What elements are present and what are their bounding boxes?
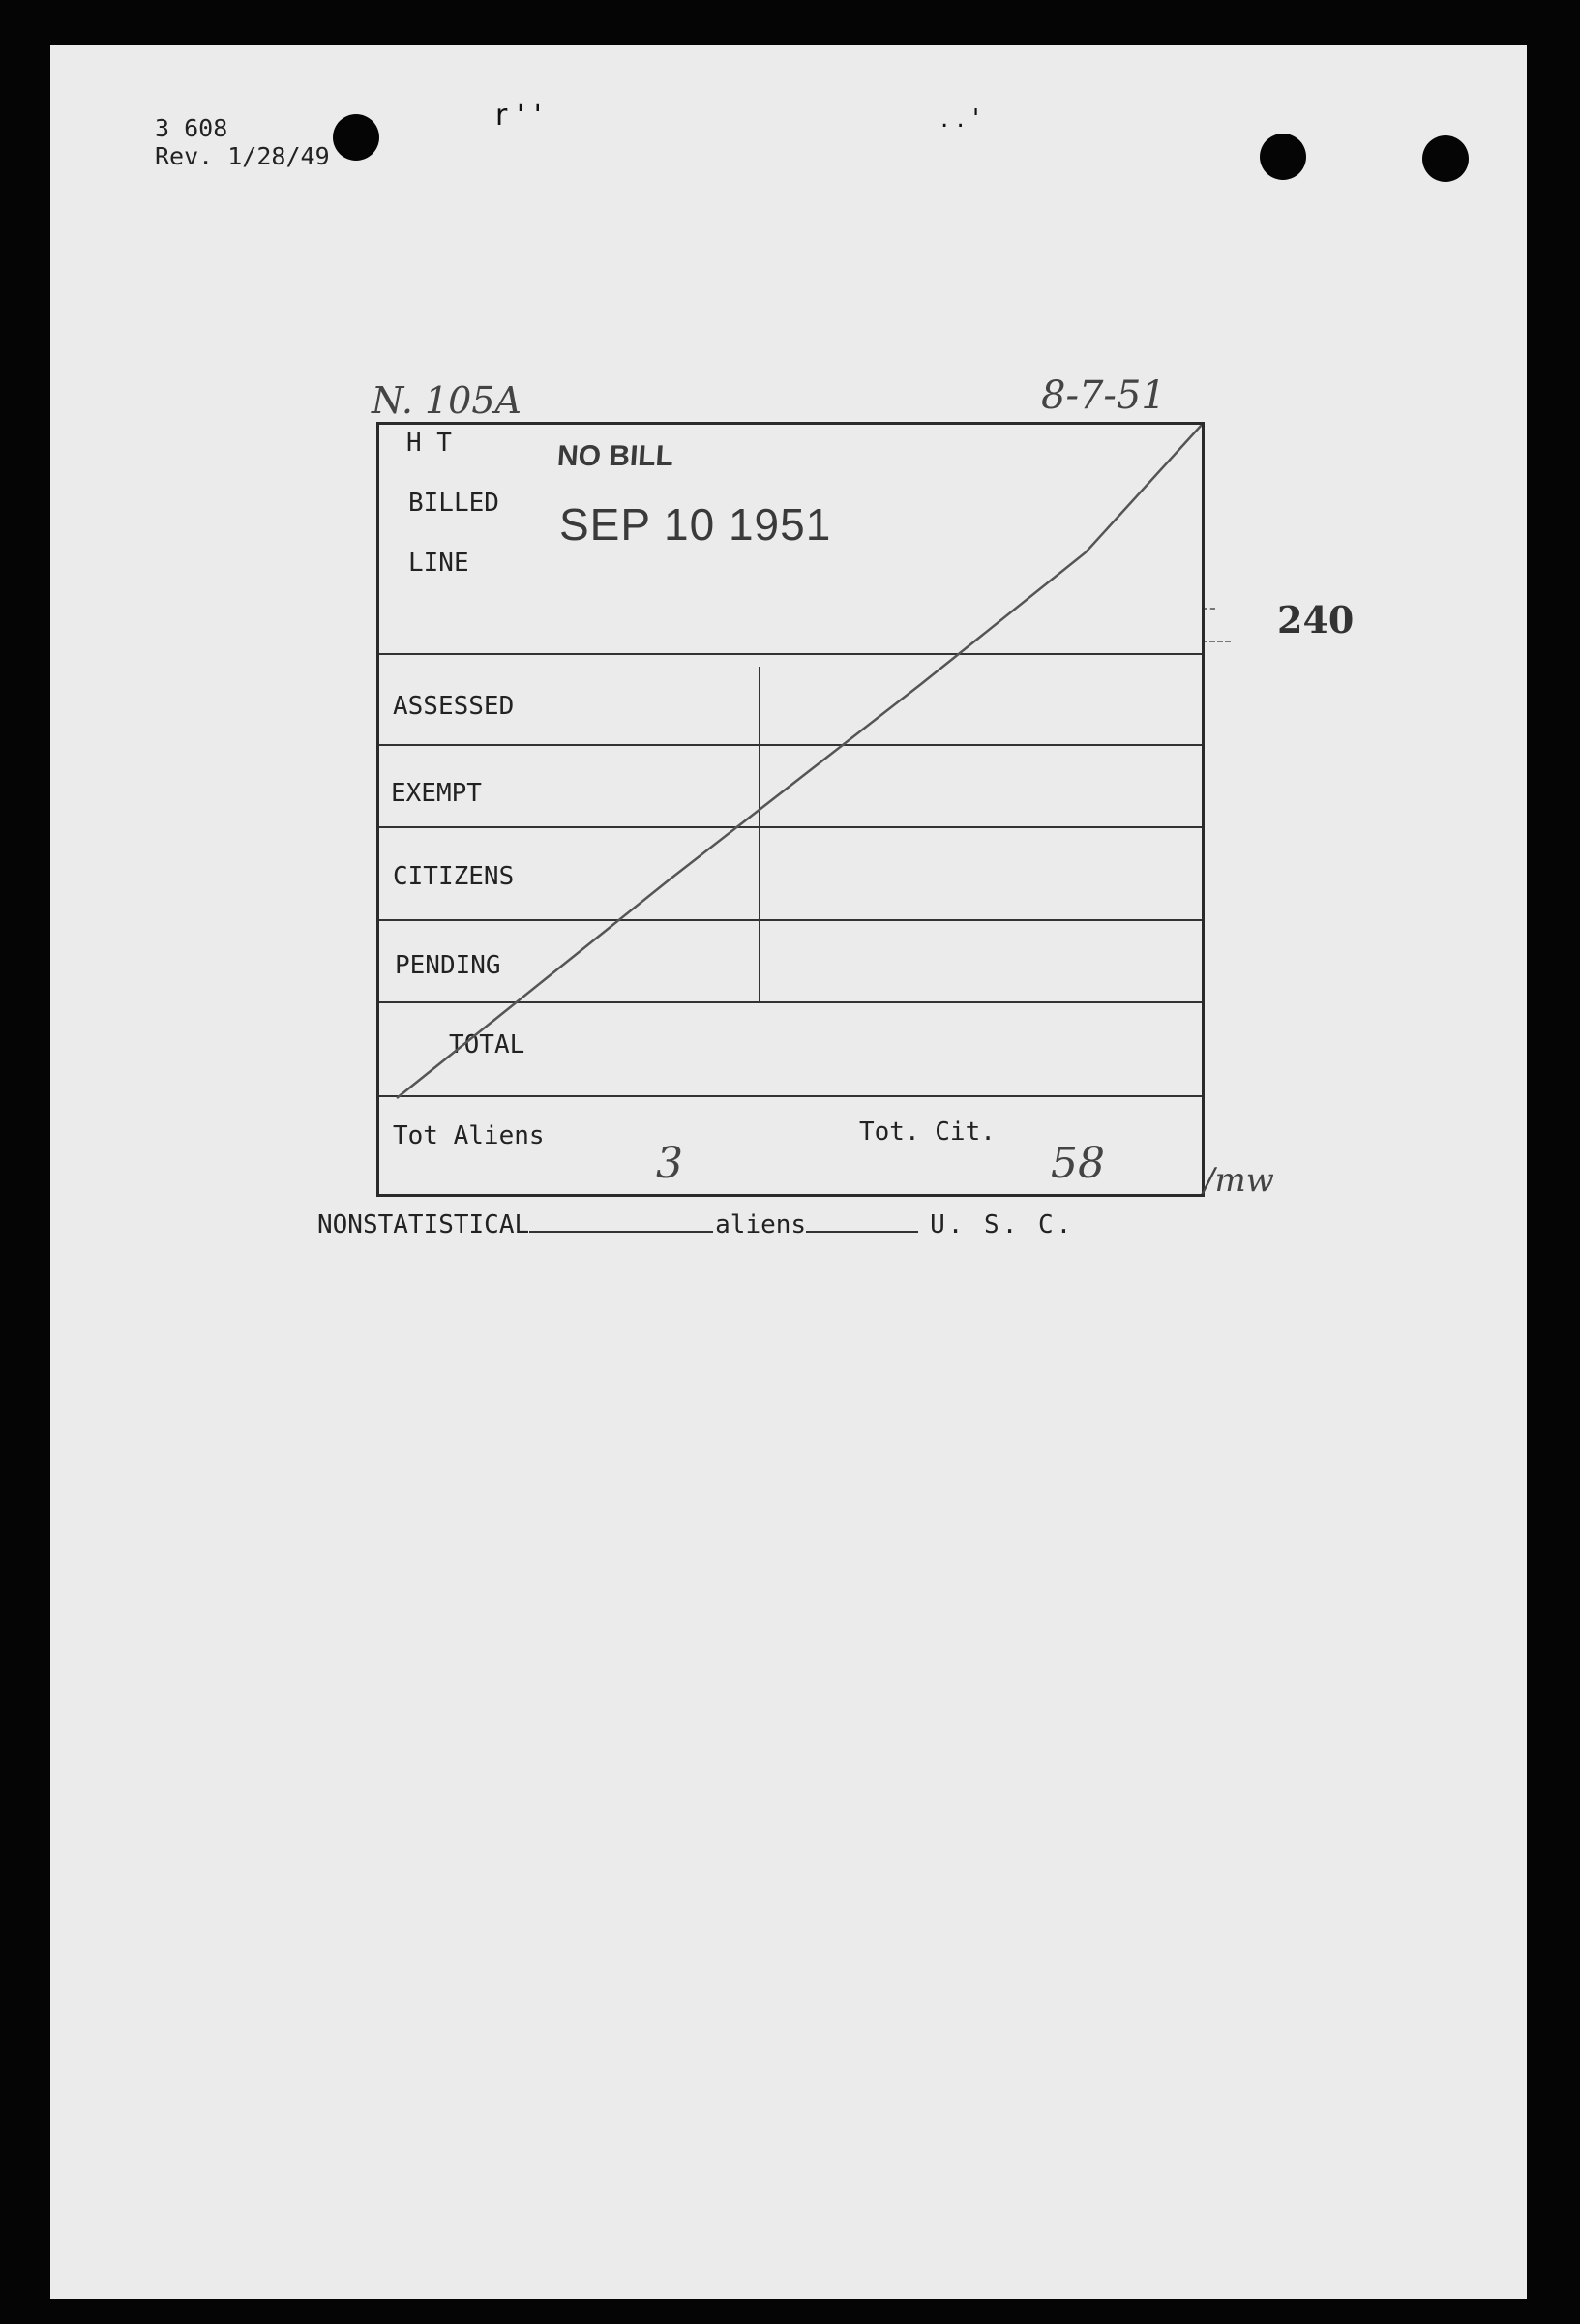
ht-label: H T — [406, 429, 452, 458]
tot-aliens-label: Tot Aliens — [393, 1121, 545, 1150]
cancel-diagonal-line — [379, 425, 1202, 1194]
side-number: 240 — [1277, 598, 1355, 641]
usc-blank[interactable] — [806, 1209, 918, 1233]
tot-cit-label: Tot. Cit. — [859, 1117, 996, 1147]
statistics-form-box — [376, 422, 1205, 1197]
citizens-count: 58 — [1051, 1139, 1105, 1188]
row-label-pending: PENDING — [395, 951, 501, 980]
nonstatistical-line — [317, 1209, 1074, 1239]
handwritten-reference: N. 105A — [372, 379, 522, 422]
billed-label: BILLED — [408, 489, 499, 518]
aliens-label: aliens — [715, 1210, 807, 1239]
row-label-assessed: ASSESSED — [393, 692, 515, 721]
line-label: LINE — [408, 549, 469, 578]
margin-tick — [1202, 641, 1231, 642]
revision-date: Rev. 1/28/49 — [155, 142, 330, 170]
top-fragment-right: . . ' — [940, 104, 980, 134]
punch-hole-right-1 — [1260, 134, 1306, 180]
date-stamp: SEP 10 1951 — [559, 499, 832, 550]
total-label: TOTAL — [449, 1030, 525, 1059]
row-label-exempt: EXEMPT — [391, 779, 482, 808]
punch-hole-right-2 — [1422, 135, 1469, 182]
handwritten-initials: /mw — [1204, 1161, 1274, 1200]
punch-hole-left — [333, 114, 379, 161]
nonstatistical-label: NONSTATISTICAL — [317, 1210, 530, 1239]
aliens-blank[interactable] — [529, 1209, 713, 1233]
handwritten-date: 8-7-51 — [1041, 373, 1166, 418]
aliens-count: 3 — [656, 1139, 683, 1188]
no-bill-stamp: NO BILL — [555, 440, 675, 472]
usc-label: U. S. C. — [930, 1210, 1075, 1239]
row-label-citizens: CITIZENS — [393, 862, 515, 891]
form-number: 3 608 — [155, 114, 228, 142]
top-fragment-left: r ' ' — [495, 99, 542, 133]
